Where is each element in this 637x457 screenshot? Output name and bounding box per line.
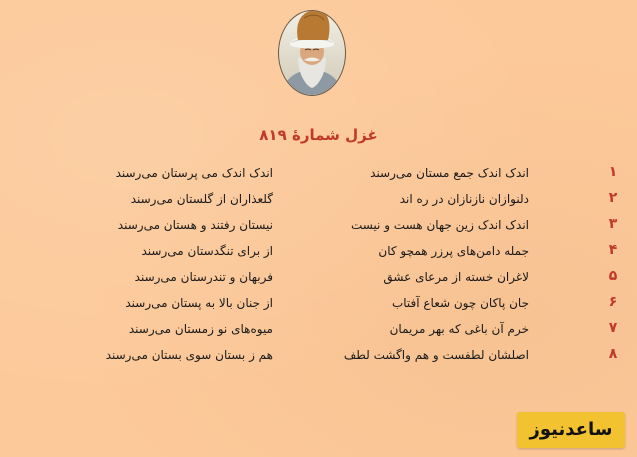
verse-number: ۴ (608, 242, 618, 258)
verse-first-hemistich: اصلشان لطفست و هم واگشت لطف (343, 348, 529, 362)
verse-row (0, 292, 637, 318)
verse-row (0, 162, 637, 188)
verse-row (0, 318, 637, 344)
verse-number: ۳ (608, 216, 618, 232)
verse-number: ۵ (608, 268, 618, 284)
verse-row (0, 188, 637, 214)
verse-second-hemistich: نیستان رفتند و هستان می‌رسند (117, 218, 273, 232)
verse-first-hemistich: خرم آن باغی که بهر مریمان (389, 322, 529, 336)
verse-first-hemistich: اندک اندک زین جهان هست و نیست (350, 218, 529, 232)
verse-second-hemistich: هم ز بستان سوی بستان می‌رسند (105, 348, 273, 362)
verse-first-hemistich: دلنوازان نازنازان در ره اند (399, 192, 529, 206)
verse-second-hemistich: گلعذاران از گلستان می‌رسند (130, 192, 273, 206)
verse-second-hemistich: از جنان بالا به پستان می‌رسند (125, 296, 273, 310)
poem-title: غزل شمارهٔ ۸۱۹ (259, 126, 378, 144)
verse-number: ۸ (608, 346, 618, 362)
verse-first-hemistich: جان پاکان چون شعاع آفتاب (391, 296, 529, 310)
verse-first-hemistich: اندک اندک جمع مستان می‌رسند (370, 166, 529, 180)
verse-row (0, 266, 637, 292)
verse-row (0, 240, 637, 266)
verse-number: ۷ (608, 320, 618, 336)
verse-number: ۶ (608, 294, 618, 310)
poet-portrait (276, 8, 348, 98)
verse-second-hemistich: اندک اندک می پرستان می‌رسند (115, 166, 273, 180)
verse-first-hemistich: لاغران خسته از مرعای عشق (383, 270, 529, 284)
verse-second-hemistich: از برای تنگدستان می‌رسند (141, 244, 273, 258)
verse-second-hemistich: فربهان و تندرستان می‌رسند (134, 270, 273, 284)
verse-number: ۲ (608, 190, 618, 206)
watermark-logo (517, 412, 625, 448)
verse-row (0, 344, 637, 370)
verse-number: ۱ (608, 164, 618, 180)
logo-text: ساعدنیوز (529, 419, 613, 440)
verse-row (0, 214, 637, 240)
verse-first-hemistich: جمله دامن‌های پرزر همچو کان (378, 244, 529, 258)
verse-second-hemistich: میوه‌های نو زمستان می‌رسند (128, 322, 273, 336)
poet-portrait-icon (276, 8, 348, 98)
